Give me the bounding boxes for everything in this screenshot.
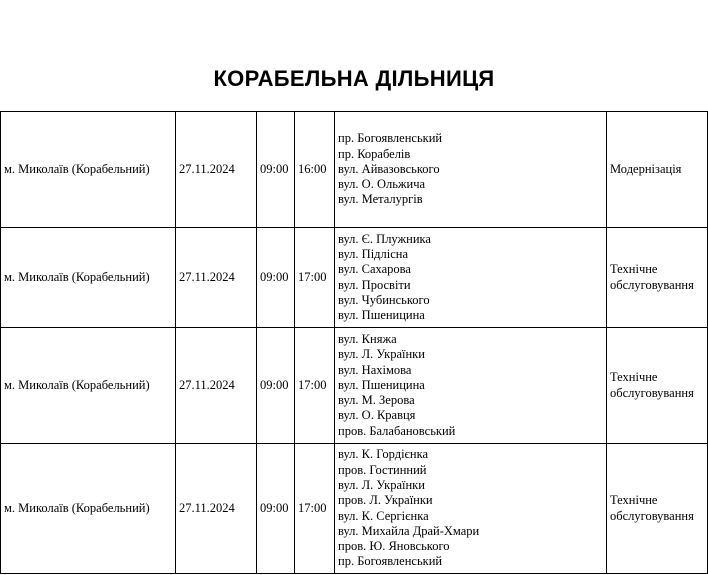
date-cell: 27.11.2024 — [176, 112, 257, 228]
street-item: пров. Гостинний — [338, 462, 427, 477]
street-item: вул. Пшеницина — [338, 308, 425, 323]
streets-cell — [335, 228, 607, 328]
streets-cell — [335, 444, 607, 574]
page-title: КОРАБЕЛЬНА ДІЛЬНИЦЯ — [213, 66, 495, 91]
work-type-cell: Технічне обслуговування — [607, 328, 708, 444]
date-cell: 27.11.2024 — [176, 228, 257, 328]
date-cell: 27.11.2024 — [176, 444, 257, 574]
city-cell: м. Миколаїв (Корабельний) — [1, 228, 176, 328]
street-item: вул. Сахарова — [338, 262, 411, 277]
streets-cell — [335, 112, 607, 228]
street-item: вул. М. Зерова — [338, 393, 415, 408]
city-cell: м. Миколаїв (Корабельний) — [1, 328, 176, 444]
start-time-cell: 09:00 — [257, 112, 295, 228]
street-item: пр. Богоявленський — [338, 554, 443, 569]
street-item: вул. О. Ольжича — [338, 177, 426, 192]
start-time-cell: 09:00 — [257, 328, 295, 444]
street-item: пр. Богоявленський — [338, 131, 443, 146]
table-row — [1, 228, 708, 328]
city-cell: м. Миколаїв (Корабельний) — [1, 112, 176, 228]
start-time-cell: 09:00 — [257, 444, 295, 574]
street-item: вул. Підлісна — [338, 246, 409, 261]
street-item: вул. Айвазовського — [338, 161, 440, 176]
table-row — [1, 328, 708, 444]
table-row — [1, 444, 708, 574]
streets-cell — [335, 328, 607, 444]
street-item: вул. О. Кравця — [338, 408, 416, 423]
start-time-cell: 09:00 — [257, 228, 295, 328]
street-item: вул. Чубинського — [338, 292, 430, 307]
work-type-cell: Технічне обслуговування — [607, 228, 708, 328]
street-item: вул. Л. Українки — [338, 347, 425, 362]
end-time-cell: 17:00 — [295, 444, 335, 574]
street-item: вул. К. Сергієнка — [338, 508, 429, 523]
end-time-cell: 17:00 — [295, 228, 335, 328]
outage-schedule-table — [0, 111, 708, 574]
street-item: пров. Ю. Яновського — [338, 539, 450, 554]
street-item: вул. Пшеницина — [338, 377, 425, 392]
work-type-cell: Модернізація — [607, 112, 708, 228]
work-type-cell: Технічне обслуговування — [607, 444, 708, 574]
street-item: пров. Балабановський — [338, 423, 456, 438]
street-item: вул. Л. Українки — [338, 477, 425, 492]
street-item: вул. К. Гордієнка — [338, 447, 429, 462]
street-item: вул. Княжа — [338, 331, 397, 346]
street-item: вул. Михайла Драй-Хмари — [338, 523, 480, 538]
date-cell: 27.11.2024 — [176, 328, 257, 444]
street-item: вул. Є. Плужника — [338, 231, 431, 246]
street-item: вул. Металургів — [338, 192, 423, 207]
street-item: пр. Корабелів — [338, 146, 411, 161]
street-item: вул. Просвіти — [338, 277, 411, 292]
end-time-cell: 17:00 — [295, 328, 335, 444]
table-row — [1, 112, 708, 228]
end-time-cell: 16:00 — [295, 112, 335, 228]
city-cell: м. Миколаїв (Корабельний) — [1, 444, 176, 574]
street-item: вул. Нахімова — [338, 362, 412, 377]
street-item: пров. Л. Українки — [338, 493, 433, 508]
